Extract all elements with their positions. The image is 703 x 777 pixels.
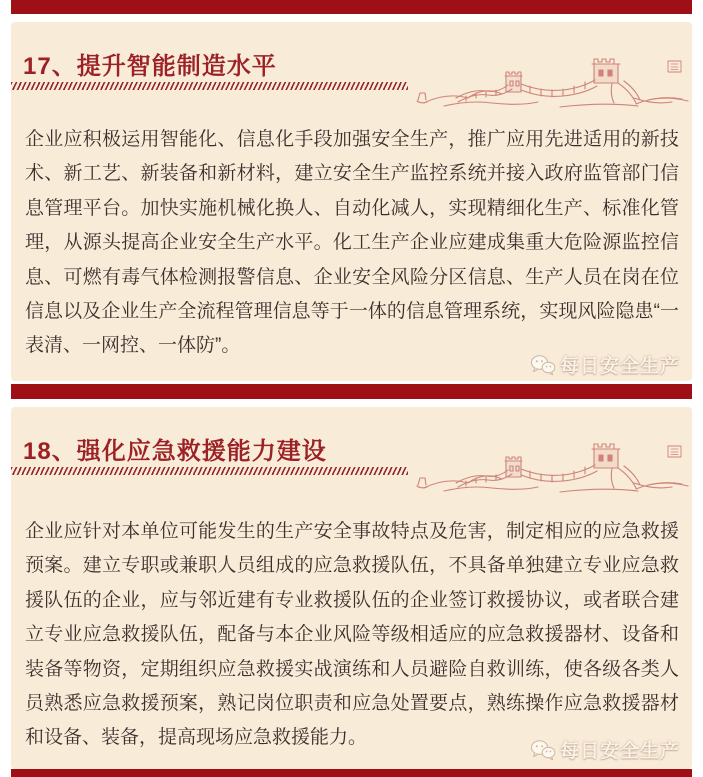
section-body-paragraph: 企业应积极运用智能化、信息化手段加强安全生产，推广应用先进适用的新技术、新工艺、新装备和新材料，建立安全生产监控系统并接入政府监管部门信息管理平台。加快实施机械化换人、自动化减人，实现精细化生产、标准化管理，从源头提高企业安全生产水平。化工生产企业应建成集重大危险源监控信息、可燃有毒气体检测报警信息、企业安全风险分区信息、生产人员在岗在位信息以及企业生产全流程管理信息等于一体的信息管理系统，实现风险隐患“一表清、一网控、一体防”。 bbox=[25, 129, 679, 357]
wechat-icon bbox=[530, 739, 556, 761]
section-divider-bar bbox=[11, 384, 692, 399]
hatch-divider bbox=[11, 82, 408, 90]
watermark-label: 每日安全生产 bbox=[559, 741, 680, 762]
section-card-17 bbox=[11, 22, 692, 381]
section-title: 17、提升智能制造水平 bbox=[23, 53, 277, 80]
section-card-18 bbox=[11, 407, 692, 769]
great-wall-illustration bbox=[410, 441, 690, 495]
watermark bbox=[530, 351, 680, 378]
hatch-divider bbox=[11, 467, 408, 475]
section-title: 18、强化应急救援能力建设 bbox=[23, 438, 327, 465]
great-wall-illustration bbox=[410, 56, 690, 110]
wechat-icon bbox=[530, 354, 556, 376]
watermark-label: 每日安全生产 bbox=[559, 356, 680, 377]
top-accent-bar bbox=[11, 0, 692, 14]
bottom-accent-bar bbox=[11, 769, 692, 777]
watermark bbox=[530, 736, 680, 763]
section-body-paragraph: 企业应针对本单位可能发生的生产安全事故特点及危害，制定相应的应急救援预案。建立专职或兼职人员组成的应急救援队伍，不具备单独建立专业应急救援队伍的企业，应与邻近建有专业救援队伍的企业签订救援协议，或者联合建立专业应急救援队伍，配备与本企业风险等级相适应的应急救援器材、设备和装备等物资，定期组织应急救援实战演练和人员避险自救训练，使各级各类人员熟悉应急救援预案，熟记岗位职责和应急处置要点，熟练操作应急救援器材和设备、装备，提高现场应急救援能力。 bbox=[25, 521, 679, 749]
